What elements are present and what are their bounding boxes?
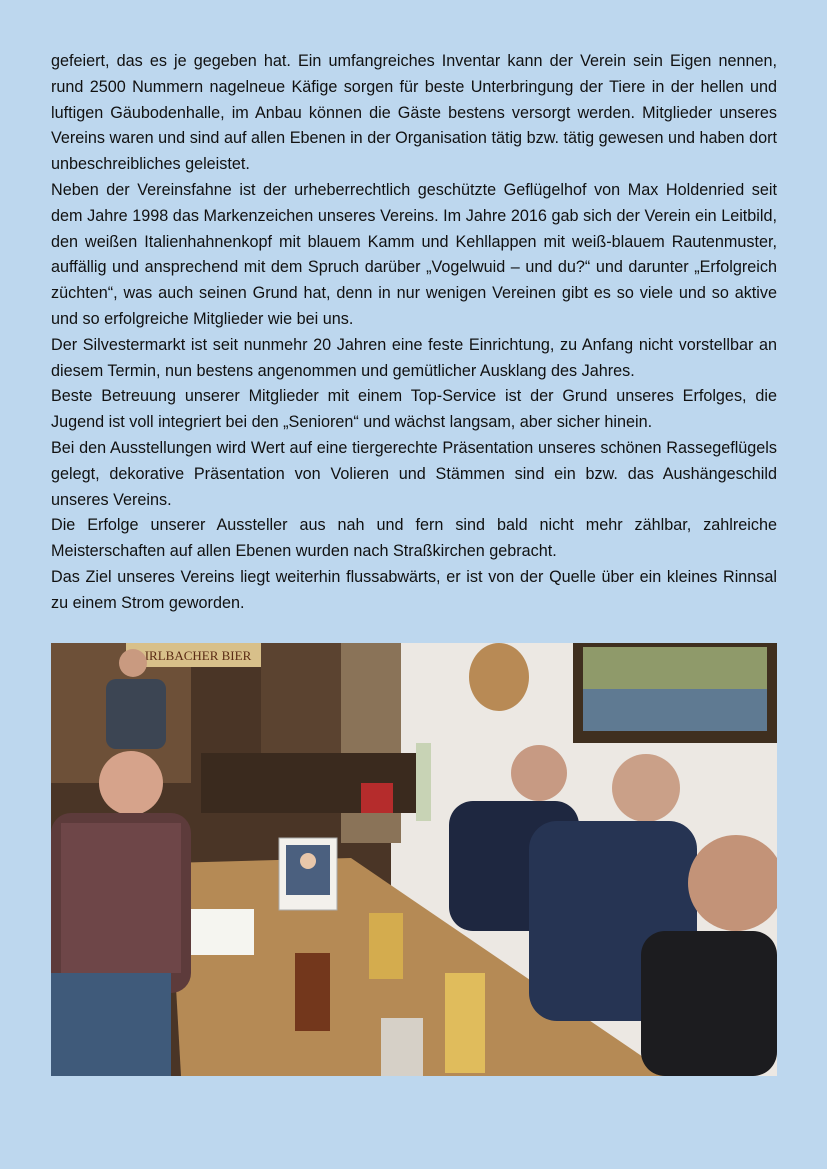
paragraph: Neben der Vereinsfahne ist der urheberrechtlich geschützte Geflügelhof von Max Holdenried seit dem Jahre 1998 das Markenzeichen unseres Vereins. Im Jahre 2016 gab sich der Verein ein Leitbild, den weißen Italienhahnenkopf mit blauem Kamm und Kehllappen mit weiß-blauem Rautenmuster, auffällig und ansprechend mit dem Spruch darüber „Vogelwuid – und du?“ und darunter „Erfolgreich züchten“, was auch seinen Grund hat, denn in nur wenigen Vereinen gibt es so viele und so aktive und so erfolgreiche Mitglieder wie bei uns. (51, 180, 777, 328)
person-right (612, 754, 680, 822)
beer-glass (445, 973, 485, 1073)
person-left (99, 751, 163, 815)
beer-sign-text: IRLBACHER BIER (144, 648, 252, 663)
paragraph: gefeiert, das es je gegeben hat. Ein umfangreiches Inventar kann der Verein sein Eigen nennen, rund 2500 Nummern nagelneue Käfige sorgen für beste Unterbringung der Tiere in der hellen und luftigen Gäubodenhalle, im Anbau können die Gäste bestens versorgt werden. Mitglieder unseres Vereins waren und sind auf allen Ebenen in der Organisation tätig bzw. tätig gewesen und haben dort unbeschreibliches geleistet. (51, 52, 777, 174)
paragraph: Beste Betreuung unserer Mitglieder mit einem Top-Service ist der Grund unseres Erfolges, die Jugend ist voll integriert bei den „Senioren“ und wächst langsam, aber sicher hinein. (51, 387, 777, 432)
group-photo (51, 643, 777, 1076)
wall-plate (469, 643, 529, 711)
beer-glass (295, 953, 330, 1031)
person-middle (511, 745, 567, 801)
article-text (51, 49, 777, 617)
paragraph: Die Erfolge unserer Aussteller aus nah und fern sind bald nicht mehr zählbar, zahlreiche Meisterschaften auf allen Ebenen wurden nach Straßkirchen gebracht. (51, 516, 777, 561)
paragraph: Bei den Ausstellungen wird Wert auf eine tiergerechte Präsentation unseres schönen Rassegeflügels gelegt, dekorative Präsentation von Volieren und Stämmen sind ein bzw. das Aushängeschild unseres Vereins. (51, 438, 777, 509)
person-background (119, 649, 147, 677)
paragraph: Das Ziel unseres Vereins liegt weiterhin flussabwärts, er ist von der Quelle über ein kleines Rinnsal zu einem Strom geworden. (51, 567, 777, 612)
beer-glass (369, 913, 403, 979)
photo-illustration (51, 643, 777, 1076)
water-glass (381, 1018, 423, 1076)
paragraph: Der Silvestermarkt ist seit nunmehr 20 Jahren eine feste Einrichtung, zu Anfang nicht vorstellbar an diesem Termin, nun bestens angenommen und gemütlicher Ausklang des Jahres. (51, 335, 777, 380)
